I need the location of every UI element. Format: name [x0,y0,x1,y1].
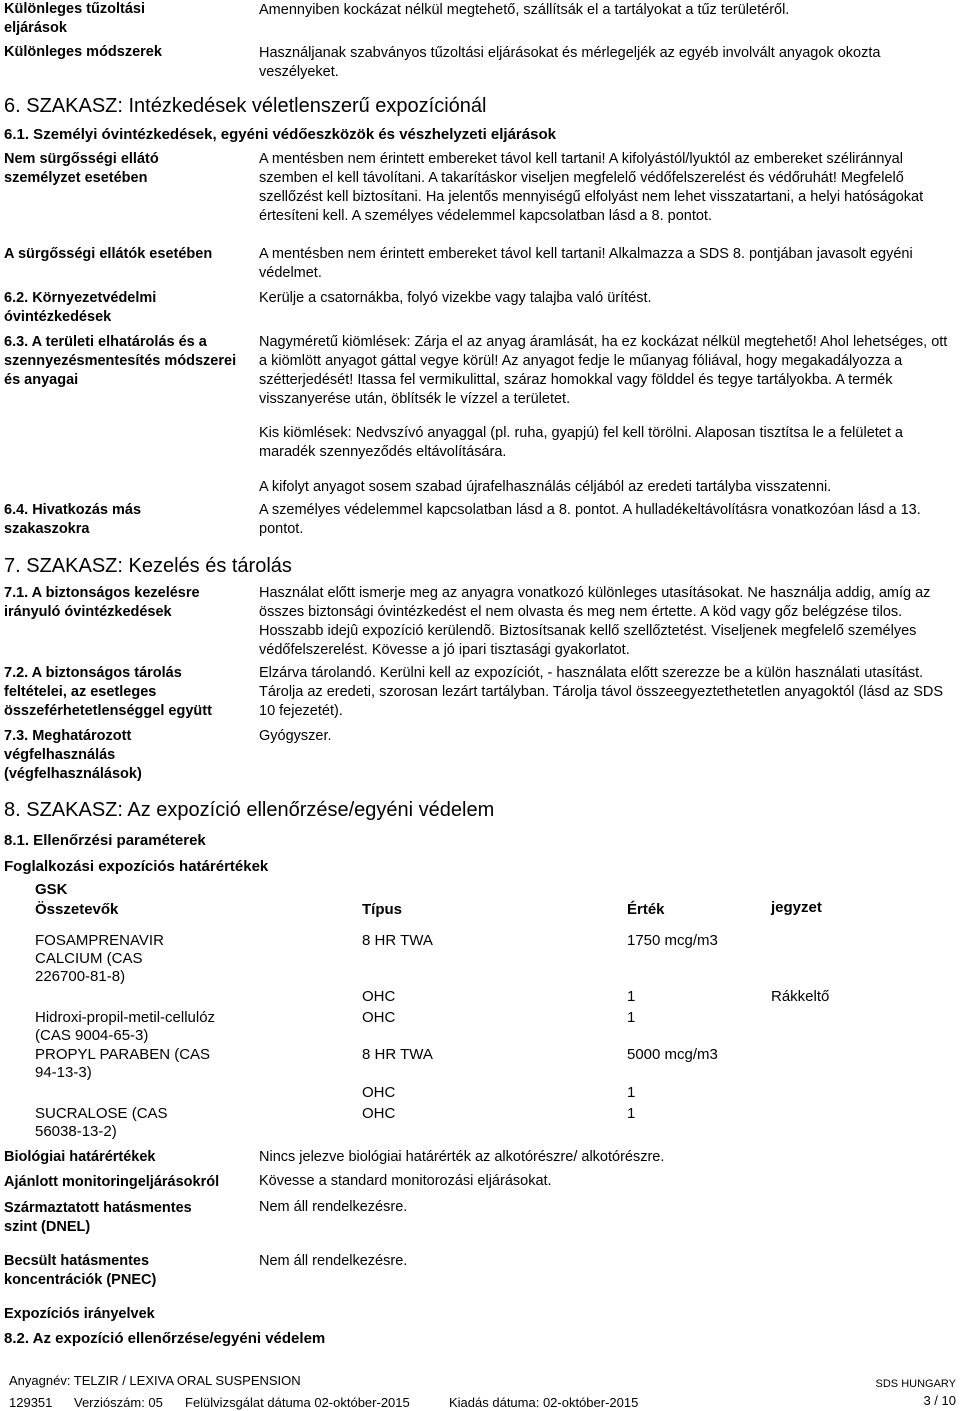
section-7-title: 7. SZAKASZ: Kezelés és tárolás [4,555,292,577]
monitoring-text: Kövesse a standard monitorozási eljárásokat. [259,1173,552,1189]
gsk-label: GSK [35,881,68,898]
section-7-3-text: Gyógyszer. [259,728,332,744]
footer-revised: Felülvizsgálat dátuma 02-október-2015 [185,1395,410,1410]
section-8-title: 8. SZAKASZ: Az expozíció ellenőrzése/egyéni védelem [4,799,495,821]
monitoring-label: Ajánlott monitoringeljárásokról [4,1174,220,1190]
table-cell-value: 1 [627,1105,636,1122]
column-header-component: Összetevők [35,901,119,918]
footer-doc-id: 129351 [9,1395,53,1410]
table-cell-value: 1 [627,988,636,1005]
non-emergency-label: Nem sürgősségi ellátó személyzet esetében [4,151,159,186]
column-header-value: Érték [627,901,665,918]
section-8-2-title: 8.2. Az expozíció ellenőrzése/egyéni védelem [4,1330,326,1347]
special-procedures-label: Különleges tűzoltási eljárások [4,1,145,36]
table-cell-type: OHC [362,1105,396,1122]
special-methods-text: Használjanak szabványos tűzoltási eljárásokat és mérlegeljék az egyéb involvált anyagok okozta veszélyeket. [259,45,881,80]
section-6-4-label: 6.4. Hivatkozás más szakaszokra [4,502,142,537]
section-6-3-small-spills: Kis kiömlések: Nedvszívó anyaggal (pl. ruha, gyapjú) fel kell törölni. Alaposan tisztítsa le a felületet a maradék szennyeződés eltávolítására. [259,425,903,460]
dnel-text: Nem áll rendelkezésre. [259,1199,408,1215]
table-cell-type: OHC [362,988,396,1005]
table-cell-component: PROPYL PARABEN (CAS 94-13-3) [35,1046,211,1081]
section-6-3-label: 6.3. A területi elhatárolás és a szennyezésmentesítés módszerei és anyagai [4,334,237,388]
table-cell-value: 1 [627,1009,636,1026]
section-6-title: 6. SZAKASZ: Intézkedések véletlenszerű expozíciónál [4,95,487,117]
section-6-3-large-spills: Nagyméretű kiömlések: Zárja el az anyag áramlását, ha ez kockázat nélkül megtehető! Ahol lehetséges, ott a kiömlött anyagot gáttal vegye körül! Az anyagot fedje le műanyag fóliával, hogy megakadályozza a szétterjedését! Itassa fel vermikulittal, száraz homokkal vagy földdel és tegye tartályokba. A termék visszanyerése után, öblítsék le vízzel a területet. [259,334,948,407]
column-header-note: jegyzet [771,899,822,916]
section-7-1-label: 7.1. A biztonságos kezelésre irányuló óvintézkedések [4,585,200,620]
table-cell-type: OHC [362,1009,396,1026]
non-emergency-text: A mentésben nem érintett embereket távol kell tartani! A kifolyástól/lyuktól az embereket széliránnyal szemben el kell távolítani. A takarításkor viseljen megfelelő védőfelszerelést és védőruhát! Megfelelő szellőzést kell biztosítani. Ha jelentős mennyiségű elfolyást nem lehet visszatartani, a helyi hatóságokat értesíteni kell. A személyes védelemmel kapcsolatban lásd a 8. pontot. [259,151,924,224]
section-6-3-reuse: A kifolyt anyagot sosem szabad újrafelhasználás céljából az eredeti tartályba visszatenni. [259,479,832,495]
column-header-type: Típus [362,901,402,918]
footer-page-number: 3 / 10 [923,1393,956,1408]
table-cell-type: OHC [362,1084,396,1101]
bio-limits-label: Biológiai határértékek [4,1149,156,1165]
footer-issued: Kiadás dátuma: 02-október-2015 [449,1395,639,1410]
dnel-label: Származtatott hatásmentes szint (DNEL) [4,1200,192,1235]
section-6-1-title: 6.1. Személyi óvintézkedések, egyéni védőeszközök és vészhelyzeti eljárások [4,126,556,143]
special-methods-label: Különleges módszerek [4,44,162,60]
exposure-guidelines-label: Expozíciós irányelvek [4,1306,155,1322]
table-cell-note: Rákkeltő [771,988,830,1005]
pnec-text: Nem áll rendelkezésre. [259,1253,408,1269]
section-6-4-text: A személyes védelemmel kapcsolatban lásd a 8. pontot. A hulladékeltávolításra vonatkozóan lásd a 13. pontot. [259,502,921,537]
table-cell-type: 8 HR TWA [362,932,433,949]
table-cell-value: 1750 mcg/m3 [627,932,718,949]
table-cell-value: 5000 mcg/m3 [627,1046,718,1063]
table-cell-component: SUCRALOSE (CAS 56038-13-2) [35,1105,168,1140]
exposure-limits-rows [0,932,960,1142]
section-7-1-text: Használat előtt ismerje meg az anyagra vonatkozó különleges utasításokat. Ne használja addig, amíg az összes biztonsági óvintézkedést el nem olvasta és meg nem értette. A köd vagy gőz belégzése tilos. Hosszabb idejû expozíció kerülendõ. Biztosítsanak kellő szellőztetést. Viseljenek megfelelő személyes védőfelszerelést. Kövesse a jó ipari tisztasági gyakorlatot. [259,585,931,658]
section-7-2-label: 7.2. A biztonságos tárolás feltételei, az esetleges összeférhetetlenséggel együtt [4,665,212,719]
section-8-1-title: 8.1. Ellenőrzési paraméterek [4,832,206,849]
section-7-3-label: 7.3. Meghatározott végfelhasználás (végfelhasználások) [4,728,142,782]
emergency-text: A mentésben nem érintett embereket távol kell tartani! Alkalmazza a SDS 8. pontjában javasolt egyéni védelmet. [259,246,913,281]
footer-sds-region: SDS HUNGARY [875,1378,956,1390]
table-cell-value: 1 [627,1084,636,1101]
section-7-2-text: Elzárva tárolandó. Kerülni kell az expozíciót, - használata előtt szerezze be a külön használati utasítást. Tárolja az eredeti, szorosan lezárt tartályban. Tárolja távol összeegyeztethetetlen anyagoktól (lásd az SDS 10 fejezetét). [259,665,944,719]
table-cell-component: FOSAMPRENAVIR CALCIUM (CAS 226700-81-8) [35,932,164,985]
section-6-2-text: Kerülje a csatornákba, folyó vizekbe vagy talajba való ürítést. [259,290,652,306]
emergency-label: A sürgősségi ellátók esetében [4,246,213,262]
footer-product: Anyagnév: TELZIR / LEXIVA ORAL SUSPENSION [9,1373,301,1388]
bio-limits-text: Nincs jelezve biológiai határérték az alkotórészre/ alkotórészre. [259,1149,665,1165]
special-procedures-text: Amennyiben kockázat nélkül megtehető, szállítsák el a tartályokat a tűz területéről. [259,2,790,18]
section-6-2-label: 6.2. Környezetvédelmi óvintézkedések [4,290,157,325]
table-cell-component: Hidroxi-propil-metil-cellulóz (CAS 9004-65-3) [35,1009,216,1044]
table-cell-type: 8 HR TWA [362,1046,433,1063]
pnec-label: Becsült hatásmentes koncentrációk (PNEC) [4,1253,157,1288]
footer-version: Verziószám: 05 [74,1395,163,1410]
oel-title: Foglalkozási expozíciós határértékek [4,858,269,875]
